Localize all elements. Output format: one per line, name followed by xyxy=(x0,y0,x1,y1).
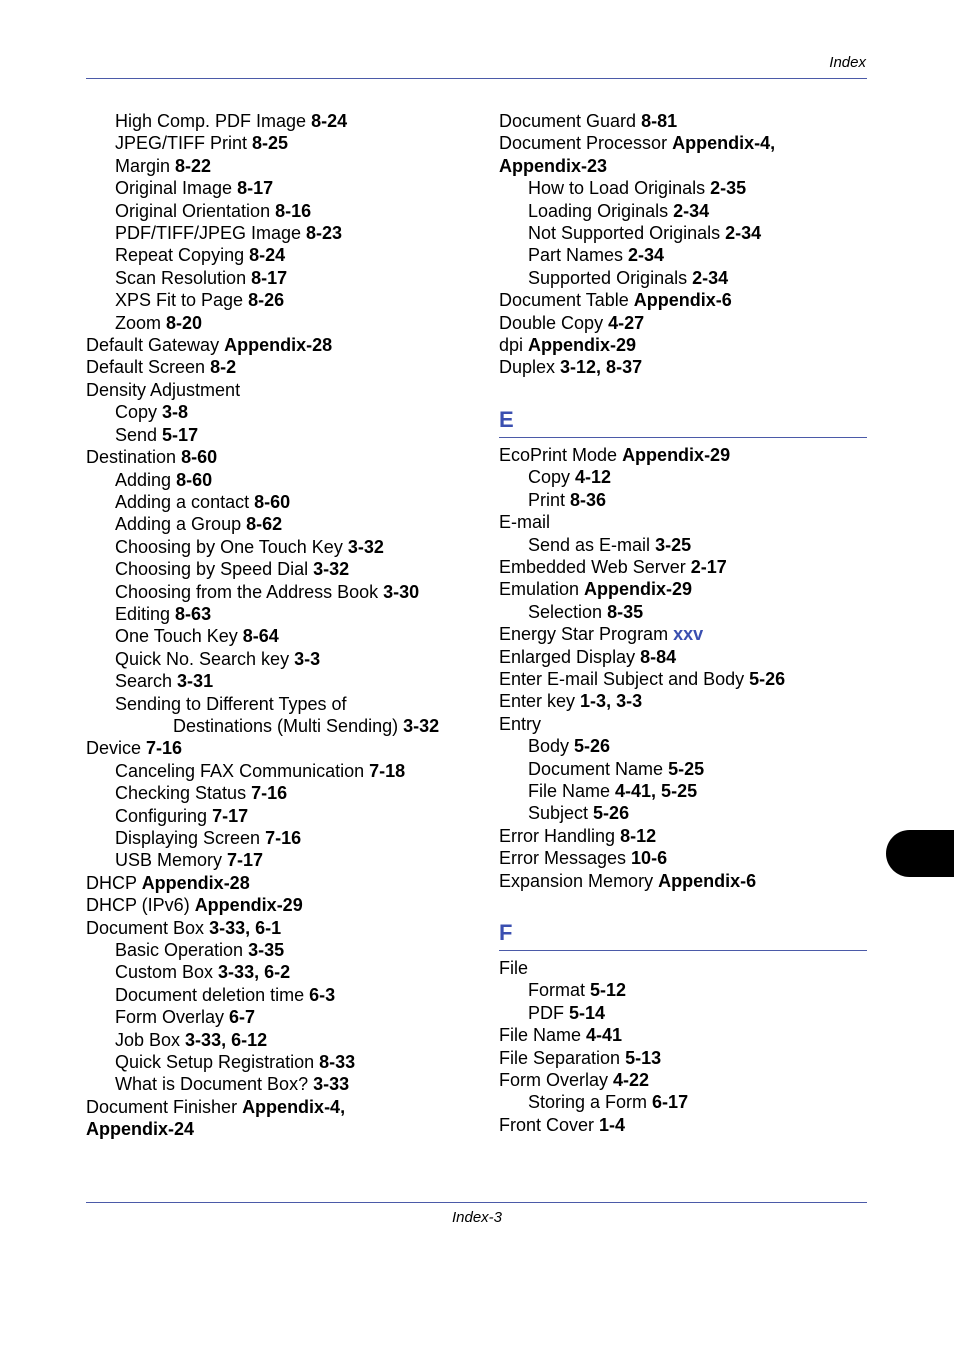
page-reference: Appendix-29 xyxy=(528,335,637,356)
index-term: PDF/TIFF/JPEG Image xyxy=(115,223,307,244)
index-term: Default Gateway xyxy=(86,335,225,356)
index-term: Document deletion time xyxy=(115,984,310,1005)
index-entry xyxy=(86,760,476,782)
page-reference: 4-41, 5-25 xyxy=(615,780,698,801)
page-reference: 8-24 xyxy=(311,111,348,131)
index-entry xyxy=(499,511,869,533)
index-term: Entry xyxy=(499,713,542,734)
index-entry xyxy=(499,646,869,668)
page-reference: 8-36 xyxy=(570,489,607,510)
index-entry xyxy=(86,939,476,961)
index-entry xyxy=(86,379,476,401)
index-term: Enter key xyxy=(499,691,581,712)
page-reference: 8-62 xyxy=(246,514,283,535)
index-entry xyxy=(499,825,869,847)
index-term: Error Messages xyxy=(499,848,632,869)
index-term: Loading Originals xyxy=(528,200,674,221)
index-term: dpi xyxy=(499,335,529,356)
index-entry xyxy=(86,513,476,535)
index-term: Embedded Web Server xyxy=(499,556,691,577)
index-entry xyxy=(499,601,869,623)
index-entry xyxy=(499,267,869,289)
index-term: Editing xyxy=(115,603,176,624)
index-entry xyxy=(86,961,476,983)
index-group-f xyxy=(499,957,869,1136)
section-f xyxy=(499,920,869,951)
index-term: Custom Box xyxy=(115,962,219,983)
page-reference: 5-25 xyxy=(668,758,705,779)
index-entry xyxy=(86,446,476,468)
section-heading-e: E xyxy=(499,407,867,438)
index-term: Choosing by One Touch Key xyxy=(115,536,348,557)
index-term: Basic Operation xyxy=(115,940,249,961)
index-term: XPS Fit to Page xyxy=(115,290,249,311)
index-entry xyxy=(86,693,476,715)
page-reference: 6-7 xyxy=(229,1007,256,1028)
page-reference: 3-33, 6-2 xyxy=(218,962,291,983)
index-term: Form Overlay xyxy=(115,1007,230,1028)
index-term: Quick Setup Registration xyxy=(115,1052,320,1073)
index-term: Storing a Form xyxy=(528,1092,653,1113)
index-entry xyxy=(499,1024,869,1046)
index-term: Format xyxy=(528,980,591,1001)
page-reference: 4-22 xyxy=(613,1070,650,1091)
index-entry xyxy=(86,984,476,1006)
page-reference: 8-60 xyxy=(254,491,291,512)
index-entry xyxy=(86,827,476,849)
page-reference: 5-13 xyxy=(625,1047,662,1068)
page-link[interactable]: xxv xyxy=(673,624,704,645)
header-rule xyxy=(86,78,867,79)
page-reference: 1-4 xyxy=(599,1114,626,1135)
index-entry xyxy=(499,177,869,199)
index-term: Form Overlay xyxy=(499,1070,614,1091)
index-entry xyxy=(499,200,869,222)
page-reference: 4-41 xyxy=(586,1025,623,1046)
index-term: Document Table xyxy=(499,290,634,311)
index-term: Document Box xyxy=(86,917,210,938)
index-entry xyxy=(499,334,869,356)
index-entry xyxy=(499,758,869,780)
index-term: Send as E-mail xyxy=(528,534,656,555)
page-reference: 2-34 xyxy=(725,223,762,244)
page-reference: 5-17 xyxy=(162,424,199,445)
page-reference: 5-26 xyxy=(593,803,630,824)
index-column-right xyxy=(499,110,869,1136)
index-term: Configuring xyxy=(115,805,213,826)
index-term: Adding a contact xyxy=(115,491,255,512)
index-entry xyxy=(86,849,476,871)
page-reference: 10-6 xyxy=(631,848,668,869)
index-term: E-mail xyxy=(499,512,551,533)
page-reference: Appendix-23 xyxy=(499,155,608,176)
index-term: DHCP xyxy=(86,872,142,893)
index-term: Adding a Group xyxy=(115,514,247,535)
page-reference: Appendix-4, xyxy=(672,133,776,154)
index-entry xyxy=(499,356,869,378)
page-reference: 8-17 xyxy=(251,267,288,288)
page-reference: 7-17 xyxy=(212,805,249,826)
index-term: EcoPrint Mode xyxy=(499,444,623,465)
page-reference: 7-18 xyxy=(369,760,406,781)
index-term: Document Guard xyxy=(499,111,642,131)
index-entry xyxy=(86,334,476,356)
page-reference: 3-33, 6-12 xyxy=(185,1029,268,1050)
index-entry xyxy=(499,489,869,511)
index-term: Quick No. Search key xyxy=(115,648,295,669)
page-reference: Appendix-6 xyxy=(633,290,732,311)
index-term: Canceling FAX Communication xyxy=(115,760,370,781)
index-term: Repeat Copying xyxy=(115,245,250,266)
page-reference: 8-24 xyxy=(249,245,286,266)
page-reference: 5-26 xyxy=(574,736,611,757)
index-entry xyxy=(86,1118,476,1140)
page-reference: 3-35 xyxy=(248,940,285,961)
page-reference: Appendix-29 xyxy=(194,895,303,916)
index-term: Print xyxy=(528,489,571,510)
section-e xyxy=(499,407,869,438)
index-term: Destinations (Multi Sending) xyxy=(173,715,404,736)
index-term: One Touch Key xyxy=(115,626,243,647)
index-entry xyxy=(499,244,869,266)
index-entry xyxy=(86,356,476,378)
page-reference: 8-84 xyxy=(640,646,677,667)
index-term: Job Box xyxy=(115,1029,186,1050)
index-term: File Separation xyxy=(499,1047,626,1068)
index-term: Device xyxy=(86,738,147,759)
index-entry xyxy=(499,690,869,712)
index-entry xyxy=(499,466,869,488)
page-reference: Appendix-29 xyxy=(584,579,693,600)
page-reference: 2-34 xyxy=(628,245,665,266)
index-term: Selection xyxy=(528,601,608,622)
page-reference: Appendix-24 xyxy=(86,1119,195,1140)
index-term: Send xyxy=(115,424,163,445)
page-reference: 3-32 xyxy=(347,536,384,557)
index-entry xyxy=(86,581,476,603)
page-reference: Appendix-29 xyxy=(622,444,731,465)
index-entry xyxy=(86,648,476,670)
index-entry xyxy=(499,132,869,154)
page-number: Index-3 xyxy=(451,1209,503,1226)
index-entry xyxy=(86,917,476,939)
index-entry xyxy=(86,110,476,132)
index-group-e xyxy=(499,444,869,892)
page-reference: 7-16 xyxy=(265,828,302,848)
page-reference: Appendix-28 xyxy=(141,872,250,893)
index-term: Document Processor xyxy=(499,133,673,154)
index-term: PDF xyxy=(528,1002,570,1023)
index-term: Margin xyxy=(115,155,176,176)
index-entry xyxy=(499,222,869,244)
index-entry xyxy=(86,737,476,759)
page-reference: 3-30 xyxy=(383,581,420,602)
index-entry xyxy=(86,872,476,894)
index-entry xyxy=(86,670,476,692)
index-term: Scan Resolution xyxy=(115,267,252,288)
index-term: Not Supported Originals xyxy=(528,223,726,244)
page-reference: 8-64 xyxy=(242,626,279,647)
index-term: File Name xyxy=(528,780,616,801)
page-reference: 3-33 xyxy=(313,1074,350,1095)
index-entry xyxy=(86,715,476,737)
index-entry xyxy=(86,625,476,647)
index-entry xyxy=(86,558,476,580)
index-entry xyxy=(499,1047,869,1069)
index-term: Displaying Screen xyxy=(115,828,266,848)
index-term: Destination xyxy=(86,447,182,468)
index-entry xyxy=(499,444,869,466)
index-term: USB Memory xyxy=(115,850,228,871)
page-reference: 2-34 xyxy=(692,267,729,288)
index-term: Choosing from the Address Book xyxy=(115,581,384,602)
index-term: Subject xyxy=(528,803,594,824)
index-term: Original Orientation xyxy=(115,200,276,221)
index-entry xyxy=(499,289,869,311)
index-entry xyxy=(86,289,476,311)
index-entry xyxy=(86,469,476,491)
footer-rule xyxy=(86,1202,867,1203)
index-term: Document Finisher xyxy=(86,1096,243,1117)
page-reference: 8-60 xyxy=(181,447,218,468)
index-term: Error Handling xyxy=(499,825,621,846)
index-entry xyxy=(86,244,476,266)
page-reference: 3-25 xyxy=(655,534,692,555)
index-entry xyxy=(86,132,476,154)
index-entry xyxy=(499,578,869,600)
index-entry xyxy=(86,222,476,244)
index-term: Expansion Memory xyxy=(499,870,659,891)
page-reference: 3-8 xyxy=(162,402,189,423)
index-entry xyxy=(499,847,869,869)
index-entry xyxy=(499,780,869,802)
page-reference: 8-63 xyxy=(175,603,212,624)
index-column-left xyxy=(86,110,476,1141)
index-entry xyxy=(86,312,476,334)
index-entry xyxy=(86,155,476,177)
page-reference: 1-3, 3-3 xyxy=(580,691,643,712)
index-entry xyxy=(499,534,869,556)
index-term: Adding xyxy=(115,469,177,490)
index-entry xyxy=(499,1069,869,1091)
index-term: Copy xyxy=(115,402,163,423)
index-entry xyxy=(86,536,476,558)
index-term: Enter E-mail Subject and Body xyxy=(499,668,750,689)
index-entry xyxy=(86,177,476,199)
index-entry xyxy=(86,805,476,827)
index-term: File Name xyxy=(499,1025,587,1046)
index-term: Density Adjustment xyxy=(86,379,241,400)
page-reference: 3-31 xyxy=(177,671,214,692)
index-entry xyxy=(86,603,476,625)
index-entry xyxy=(499,1091,869,1113)
page-reference: 8-33 xyxy=(319,1052,356,1073)
page-reference: 2-35 xyxy=(710,178,747,199)
page-reference: 7-17 xyxy=(227,850,264,871)
page-reference: 4-27 xyxy=(608,312,645,333)
page-reference: 8-60 xyxy=(176,469,213,490)
index-entry xyxy=(86,424,476,446)
index-entry xyxy=(499,623,869,645)
index-entry xyxy=(86,200,476,222)
index-entry xyxy=(86,1073,476,1095)
page-reference: 5-26 xyxy=(749,668,786,689)
page-reference: 5-14 xyxy=(569,1002,606,1023)
index-term: Emulation xyxy=(499,579,585,600)
page-reference: 7-16 xyxy=(146,738,183,759)
index-term: Duplex xyxy=(499,357,561,378)
page-reference: 4-12 xyxy=(575,467,612,488)
index-term: DHCP (IPv6) xyxy=(86,895,195,916)
page-reference: 8-35 xyxy=(607,601,644,622)
index-entry xyxy=(499,110,869,132)
index-term: Default Screen xyxy=(86,357,211,378)
page-reference: 8-16 xyxy=(275,200,312,221)
page-reference: 3-3 xyxy=(294,648,321,669)
index-term: Choosing by Speed Dial xyxy=(115,559,314,580)
index-entry xyxy=(86,267,476,289)
page-reference: Appendix-28 xyxy=(224,335,333,356)
section-heading-f: F xyxy=(499,920,867,951)
page-reference: 3-12, 8-37 xyxy=(560,357,643,378)
index-term: Supported Originals xyxy=(528,267,693,288)
index-entry xyxy=(86,1006,476,1028)
index-entry xyxy=(499,735,869,757)
index-term: Energy Star Program xyxy=(499,624,674,645)
index-entry xyxy=(86,1096,476,1118)
index-term: Copy xyxy=(528,467,576,488)
index-term: How to Load Originals xyxy=(528,178,711,199)
index-term: Checking Status xyxy=(115,783,252,804)
page-reference: 2-34 xyxy=(673,200,710,221)
page-reference: 3-32 xyxy=(403,715,440,736)
index-term: Sending to Different Types of xyxy=(115,693,347,714)
index-term: JPEG/TIFF Print xyxy=(115,133,253,154)
index-entry xyxy=(499,870,869,892)
index-entry xyxy=(86,491,476,513)
index-term: Original Image xyxy=(115,178,238,199)
index-term: Search xyxy=(115,671,178,692)
index-term: What is Document Box? xyxy=(115,1074,314,1095)
index-entry xyxy=(86,1051,476,1073)
page-reference: 5-12 xyxy=(590,980,627,1001)
page-reference: 8-26 xyxy=(248,290,285,311)
page-reference: 8-81 xyxy=(641,111,678,131)
index-entry xyxy=(499,979,869,1001)
page-reference: 6-3 xyxy=(309,984,336,1005)
index-term: Document Name xyxy=(528,758,669,779)
index-entry xyxy=(499,155,869,177)
page-reference: 8-12 xyxy=(620,825,657,846)
page-reference: 7-16 xyxy=(251,783,288,804)
index-term: Zoom xyxy=(115,312,167,333)
index-entry xyxy=(499,802,869,824)
page-reference: 8-22 xyxy=(175,155,212,176)
index-term: Front Cover xyxy=(499,1114,600,1135)
page-reference: 8-2 xyxy=(210,357,237,378)
index-entry xyxy=(86,782,476,804)
index-entry xyxy=(499,713,869,735)
index-entry xyxy=(86,1029,476,1051)
index-entry xyxy=(86,401,476,423)
index-term: Enlarged Display xyxy=(499,646,641,667)
page-reference: 8-25 xyxy=(252,133,289,154)
index-term: High Comp. PDF Image xyxy=(115,111,312,131)
index-term: File xyxy=(499,958,529,978)
page-reference: Appendix-4, xyxy=(242,1096,346,1117)
chapter-tab xyxy=(886,830,954,877)
index-entry xyxy=(499,668,869,690)
page-reference: 8-23 xyxy=(306,223,343,244)
page-reference: 8-20 xyxy=(166,312,203,333)
index-entry xyxy=(499,1002,869,1024)
index-entry xyxy=(499,957,869,979)
index-term: Double Copy xyxy=(499,312,609,333)
page-reference: 6-17 xyxy=(652,1092,689,1113)
page-reference: 8-17 xyxy=(237,178,274,199)
index-term: Body xyxy=(528,736,575,757)
running-header: Index xyxy=(829,54,866,71)
index-entry xyxy=(499,312,869,334)
page-reference: 2-17 xyxy=(690,556,727,577)
page-reference: 3-32 xyxy=(313,559,350,580)
index-term: Part Names xyxy=(528,245,629,266)
page-reference: Appendix-6 xyxy=(658,870,757,891)
page-reference: 3-33, 6-1 xyxy=(209,917,282,938)
index-group-d xyxy=(499,110,869,379)
index-entry xyxy=(499,1114,869,1136)
index-entry xyxy=(499,556,869,578)
index-entry xyxy=(86,894,476,916)
